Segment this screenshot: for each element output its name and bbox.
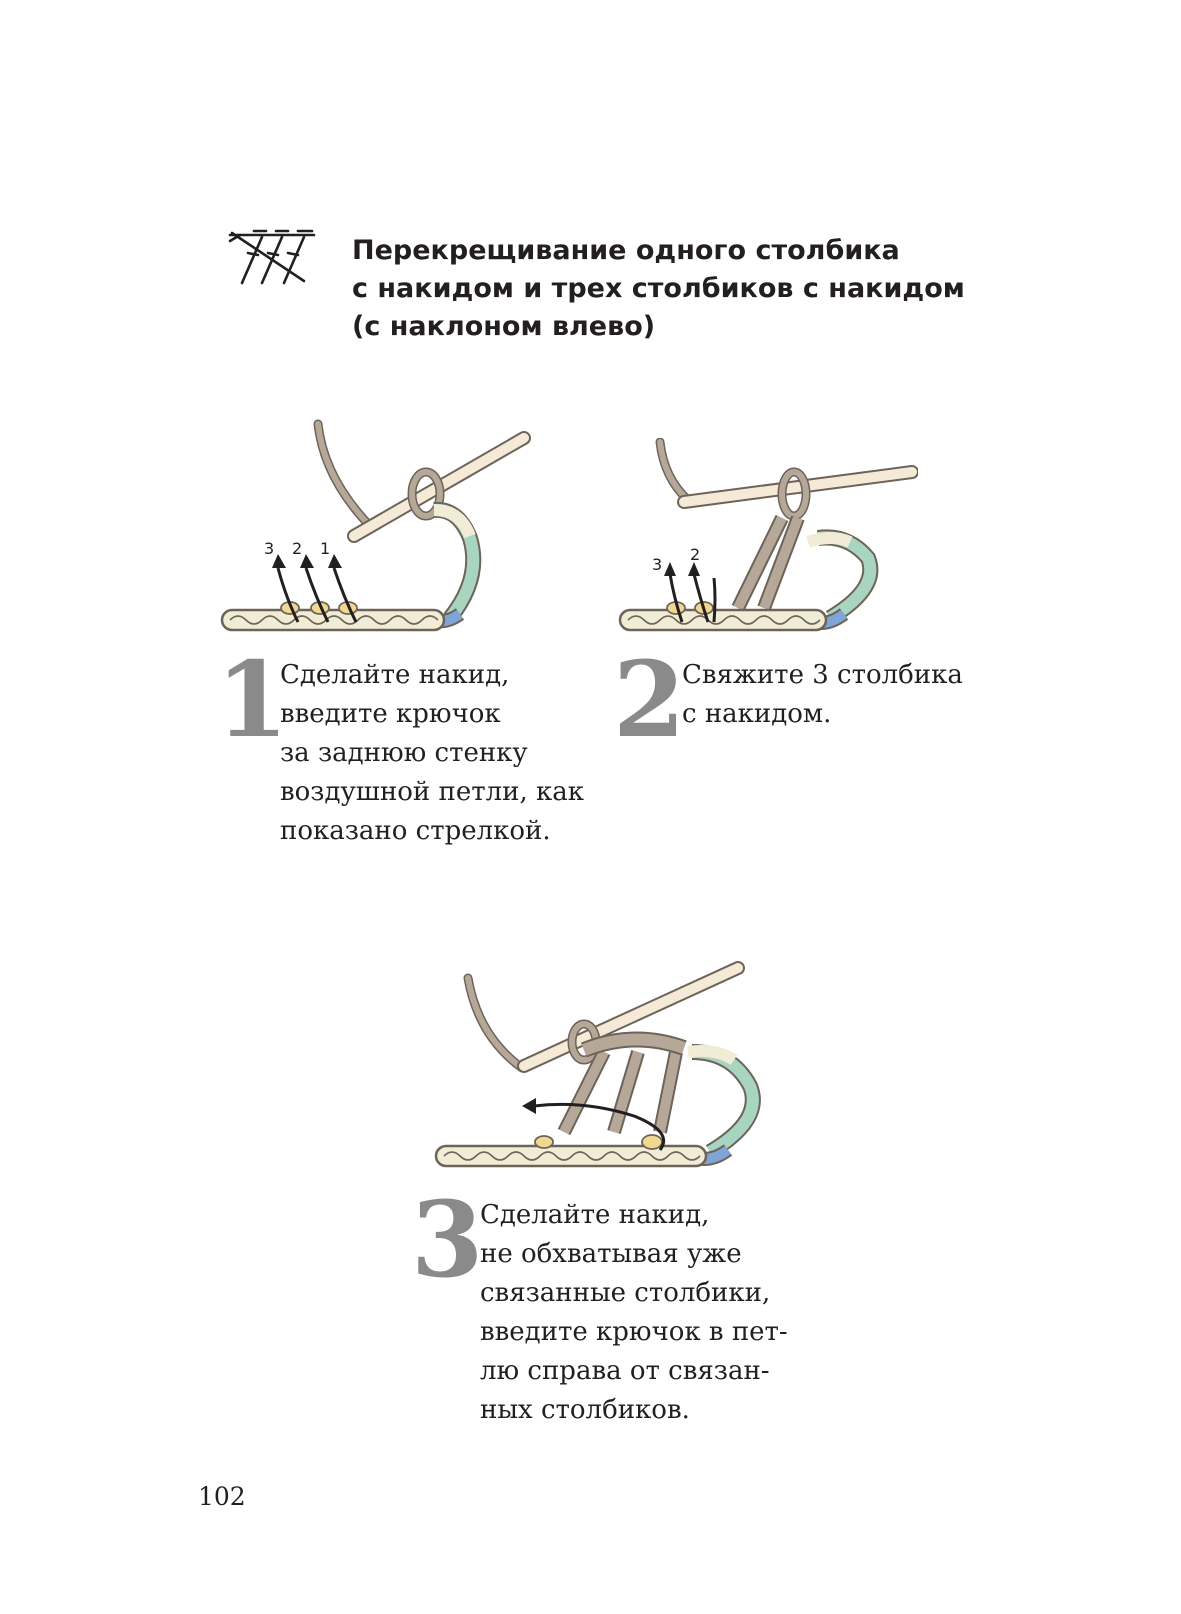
step-1-text [280, 656, 584, 851]
step-3-line: ных столбиков. [480, 1395, 690, 1425]
step-3-line: лю справа от связан- [480, 1356, 770, 1386]
arrow-label-2: 2 [292, 539, 303, 558]
step-2-line: с накидом. [682, 699, 832, 729]
title-line-2: с накидом и трех столбиков с накидом [352, 273, 965, 304]
page-number: 102 [198, 1482, 246, 1511]
page-title [352, 232, 1052, 346]
step-1-line: показано стрелкой. [280, 816, 551, 846]
arrow-label-3: 3 [264, 539, 275, 558]
step-1-number: 1 [216, 638, 289, 761]
step-1-line: за заднюю стенку [280, 738, 528, 768]
title-line-1: Перекрещивание одного столбика [352, 235, 900, 266]
step-3-line: связанные столбики, [480, 1278, 771, 1308]
step-1-line: введите крючок [280, 699, 501, 729]
step-3-line: Сделайте накид, [480, 1200, 710, 1230]
step-2-number: 2 [613, 638, 686, 761]
step-3-line: не обхватывая уже [480, 1239, 742, 1269]
step-3-number: 3 [411, 1178, 484, 1301]
step-3-line: введите крючок в пет- [480, 1317, 788, 1347]
step-1-line: воздушной петли, как [280, 777, 585, 807]
arrow-label-3: 3 [652, 555, 663, 574]
title-line-3: (с наклоном влево) [352, 311, 656, 342]
step-1-line: Сделайте накид, [280, 660, 510, 690]
arrow-label-2: 2 [690, 545, 701, 564]
step-2-line: Свяжите 3 столбика [682, 660, 963, 690]
step-3-text [480, 1196, 788, 1430]
arrow-label-1: 1 [320, 539, 331, 558]
step-1-illustration [220, 418, 540, 647]
step-2-illustration [618, 438, 918, 647]
step-3-illustration [434, 960, 774, 1189]
crossed-stitch-symbol-icon [226, 229, 318, 293]
step-2-text [682, 656, 963, 734]
